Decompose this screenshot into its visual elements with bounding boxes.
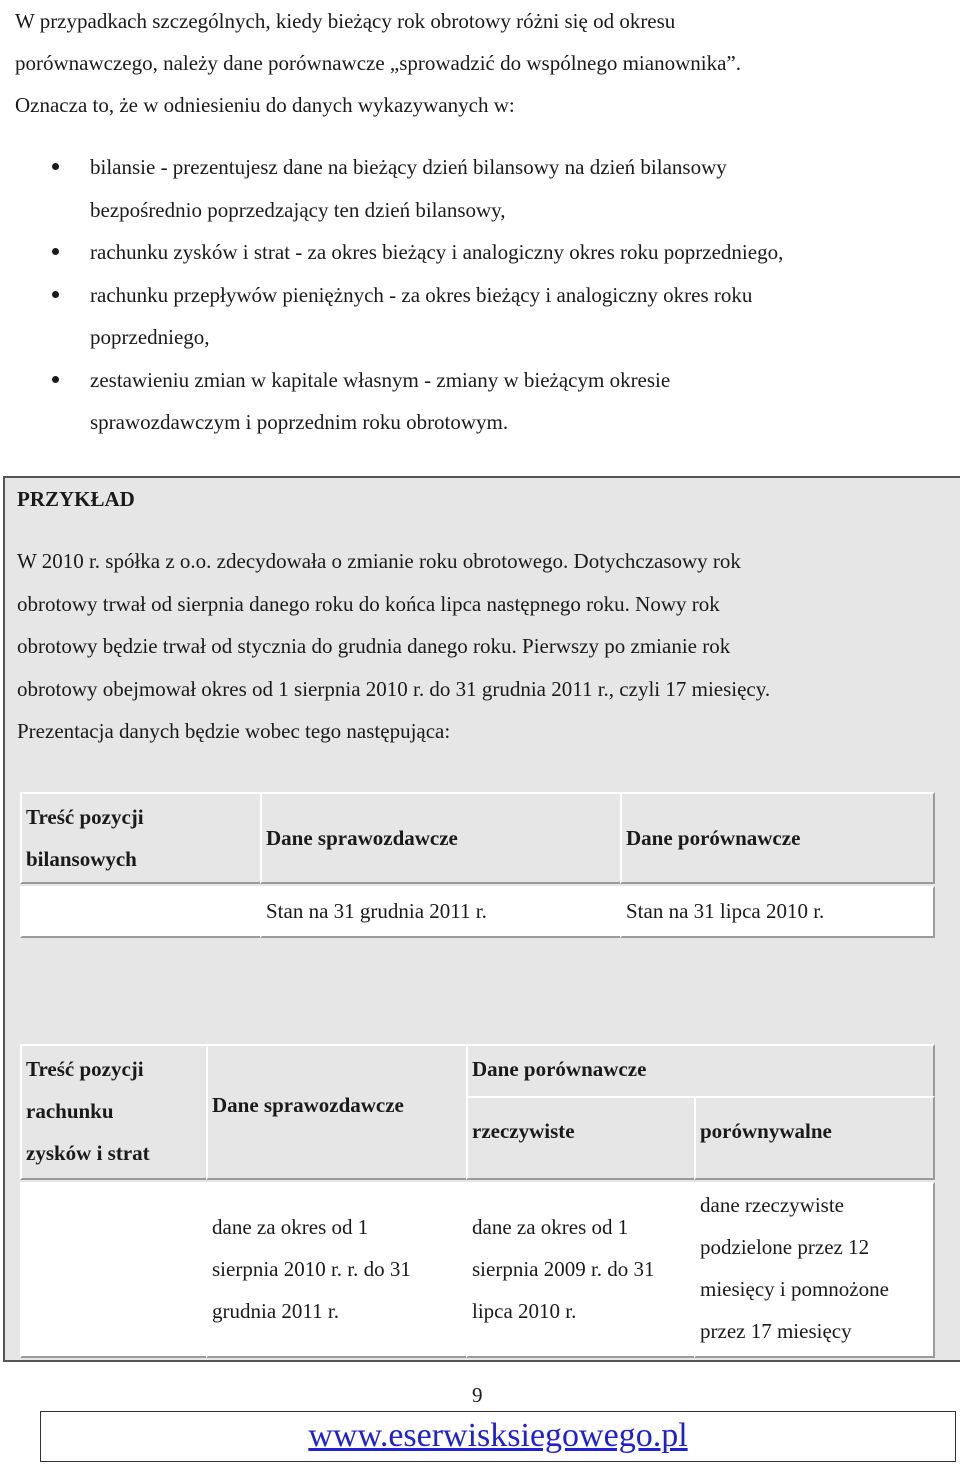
table-cell <box>20 1182 208 1358</box>
example-box <box>3 476 960 1362</box>
table-cell <box>620 886 935 938</box>
table-cell <box>206 1182 468 1358</box>
table-cell <box>694 1182 935 1358</box>
header-line: Dane porównawcze <box>626 826 801 850</box>
header-line: Treść pozycji <box>26 805 144 829</box>
table-cell <box>260 886 622 938</box>
example-line: Prezentacja danych będzie wobec tego następująca: <box>17 719 451 743</box>
table-header-cell <box>20 792 262 884</box>
website-link[interactable]: www.eserwisksiegowego.pl <box>308 1417 688 1454</box>
header-line: Dane sprawozdawcze <box>212 1093 404 1117</box>
list-item <box>90 274 940 359</box>
table-cell <box>20 886 262 938</box>
intro-line: Oznacza to, że w odniesieniu do danych wykazywanych w: <box>15 93 515 117</box>
table-header-cell <box>620 792 935 884</box>
intro-line: porównawczego, należy dane porównawcze „sprowadzić do wspólnego mianownika”. <box>15 51 741 75</box>
example-text <box>17 540 952 753</box>
list-item <box>90 146 940 231</box>
table-cell <box>466 1182 696 1358</box>
cell-text: Stan na 31 lipca 2010 r. <box>626 899 825 923</box>
bullet-list <box>90 146 940 444</box>
header-line: zysków i strat <box>26 1141 150 1165</box>
list-item-line: rachunku przepływów pieniężnych - za okres bieżący i analogiczny okres roku <box>90 282 753 307</box>
bullet-dot-icon <box>52 291 59 298</box>
intro-paragraph <box>15 0 945 126</box>
table-header-cell <box>466 1096 696 1180</box>
cell-line: sierpnia 2009 r. do 31 <box>472 1257 655 1281</box>
cell-line: przez 17 miesięcy <box>700 1319 852 1343</box>
page-number: 9 <box>472 1383 483 1407</box>
header-line: rzeczywiste <box>472 1119 575 1143</box>
list-item <box>90 231 940 274</box>
table-header-cell <box>694 1096 935 1180</box>
cell-line: dane rzeczywiste <box>700 1193 844 1217</box>
bullet-dot-icon <box>52 248 59 255</box>
header-line: Dane porównawcze <box>472 1057 647 1081</box>
header-line: Dane sprawozdawcze <box>266 826 458 850</box>
table-header-cell <box>206 1044 468 1180</box>
cell-line: sierpnia 2010 r. r. do 31 <box>212 1257 411 1281</box>
cell-line: podzielone przez 12 <box>700 1235 870 1259</box>
footer-box <box>40 1411 956 1462</box>
cell-line: dane za okres od 1 <box>212 1215 369 1239</box>
list-item-line: poprzedniego, <box>90 325 210 349</box>
cell-line: miesięcy i pomnożone <box>700 1277 889 1301</box>
example-line: obrotowy będzie trwał od stycznia do grudnia danego roku. Pierwszy po zmianie rok <box>17 634 731 658</box>
bullet-dot-icon <box>52 163 59 170</box>
table-header-cell <box>260 792 622 884</box>
table-header-cell <box>20 1044 208 1180</box>
header-line: bilansowych <box>26 847 137 871</box>
header-line: porównywalne <box>700 1119 832 1143</box>
cell-line: dane za okres od 1 <box>472 1215 629 1239</box>
list-item-line: rachunku zysków i strat - za okres bieżący i analogiczny okres roku poprzedniego, <box>90 240 784 264</box>
example-line: W 2010 r. spółka z o.o. zdecydowała o zmianie roku obrotowego. Dotychczasowy rok <box>17 549 741 573</box>
cell-text: Stan na 31 grudnia 2011 r. <box>266 899 487 923</box>
cell-line: grudnia 2011 r. <box>212 1299 339 1323</box>
example-line: obrotowy trwał od sierpnia danego roku do końca lipca następnego roku. Nowy rok <box>17 591 720 616</box>
example-line: obrotowy obejmował okres od 1 sierpnia 2010 r. do 31 grudnia 2011 r., czyli 17 miesięcy. <box>17 676 771 701</box>
intro-line: W przypadkach szczególnych, kiedy bieżący rok obrotowy różni się od okresu <box>15 9 676 33</box>
header-line: Treść pozycji <box>26 1057 144 1081</box>
cell-line: lipca 2010 r. <box>472 1299 577 1323</box>
example-title: PRZYKŁAD <box>17 487 135 511</box>
header-line: rachunku <box>26 1099 114 1123</box>
list-item-line: sprawozdawczym i poprzednim roku obrotowym. <box>90 410 509 434</box>
list-item-line: bilansie - prezentujesz dane na bieżący dzień bilansowy na dzień bilansowy <box>90 155 727 179</box>
bullet-dot-icon <box>52 376 59 383</box>
list-item <box>90 359 940 444</box>
list-item-line: zestawieniu zmian w kapitale własnym - zmiany w bieżącym okresie <box>90 367 671 392</box>
table-header-cell <box>466 1044 935 1098</box>
list-item-line: bezpośrednio poprzedzający ten dzień bilansowy, <box>90 197 506 222</box>
